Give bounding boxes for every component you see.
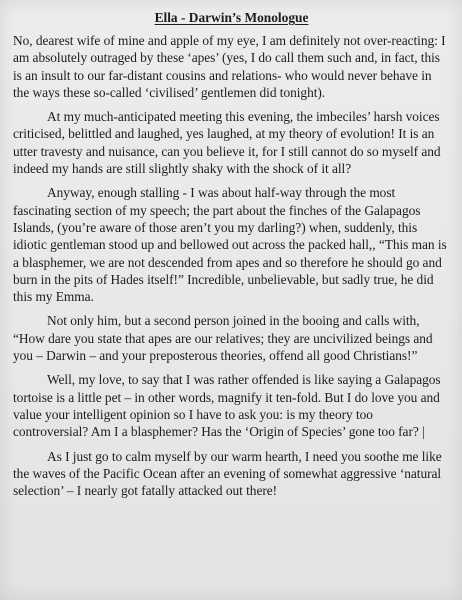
paragraph-2: At my much-anticipated meeting this evening, the imbeciles’ harsh voices criticised, belittled and laughed, yes laughed, at my theory of evolution! It is an utter travesty and nuisance, can you believe it, for I still cannot do so myself and indeed my hands are still slightly shaky with the shock of it all? [13, 109, 441, 177]
paragraph-1: No, dearest wife of mine and apple of my eye, I am definitely not over-reacting: I am absolutely outraged by these ‘apes’ (yes, I do call them such and, in fact, this is an insult to our far-distant cousins and relations- who would never behave in the ways these so-called ‘civilised’ gentlemen did tonight). [13, 33, 446, 100]
paragraph-5: Well, my love, to say that I was rather offended is like saying a Galapagos tortoise is a little pet – in other words, magnify it ten-fold. But I do love you and value your intelligent opinion so I have to ask you: is my theory too controversial? Am I a blasphemer? Has the ‘Origin of Species’ gone too far? | [13, 372, 441, 440]
document-title-text: Ella - Darwin’s Monologue [154, 10, 309, 25]
paragraph-3: Anyway, enough stalling - I was about half-way through the most fascinating section of my speech; the part about the finches of the Galapagos Islands, (you’re aware of those aren’t you my darling?) when, suddenly, this idiotic gentleman stood up and bellowed out across the packed hall,, “This man is a blasphemer, we are not descended from apes and so therefore he should go and burn in the pits of Hades itself!” Incredible, unbelievable, but sadly true, he did this my Emma. [13, 185, 447, 305]
paragraph-4: Not only him, but a second person joined in the booing and calls with, “How dare you state that apes are our relatives; they are uncivilized beings and you – Darwin – and your preposterous theories, offend all good Christians!” [13, 313, 433, 364]
document-title [13, 10, 450, 26]
paragraph-6: As I just go to calm myself by our warm hearth, I need you soothe me like the waves of the Pacific Ocean after an evening of somewhat aggressive ‘natural selection’ – I nearly got fatally attacked out there! [13, 448, 442, 499]
